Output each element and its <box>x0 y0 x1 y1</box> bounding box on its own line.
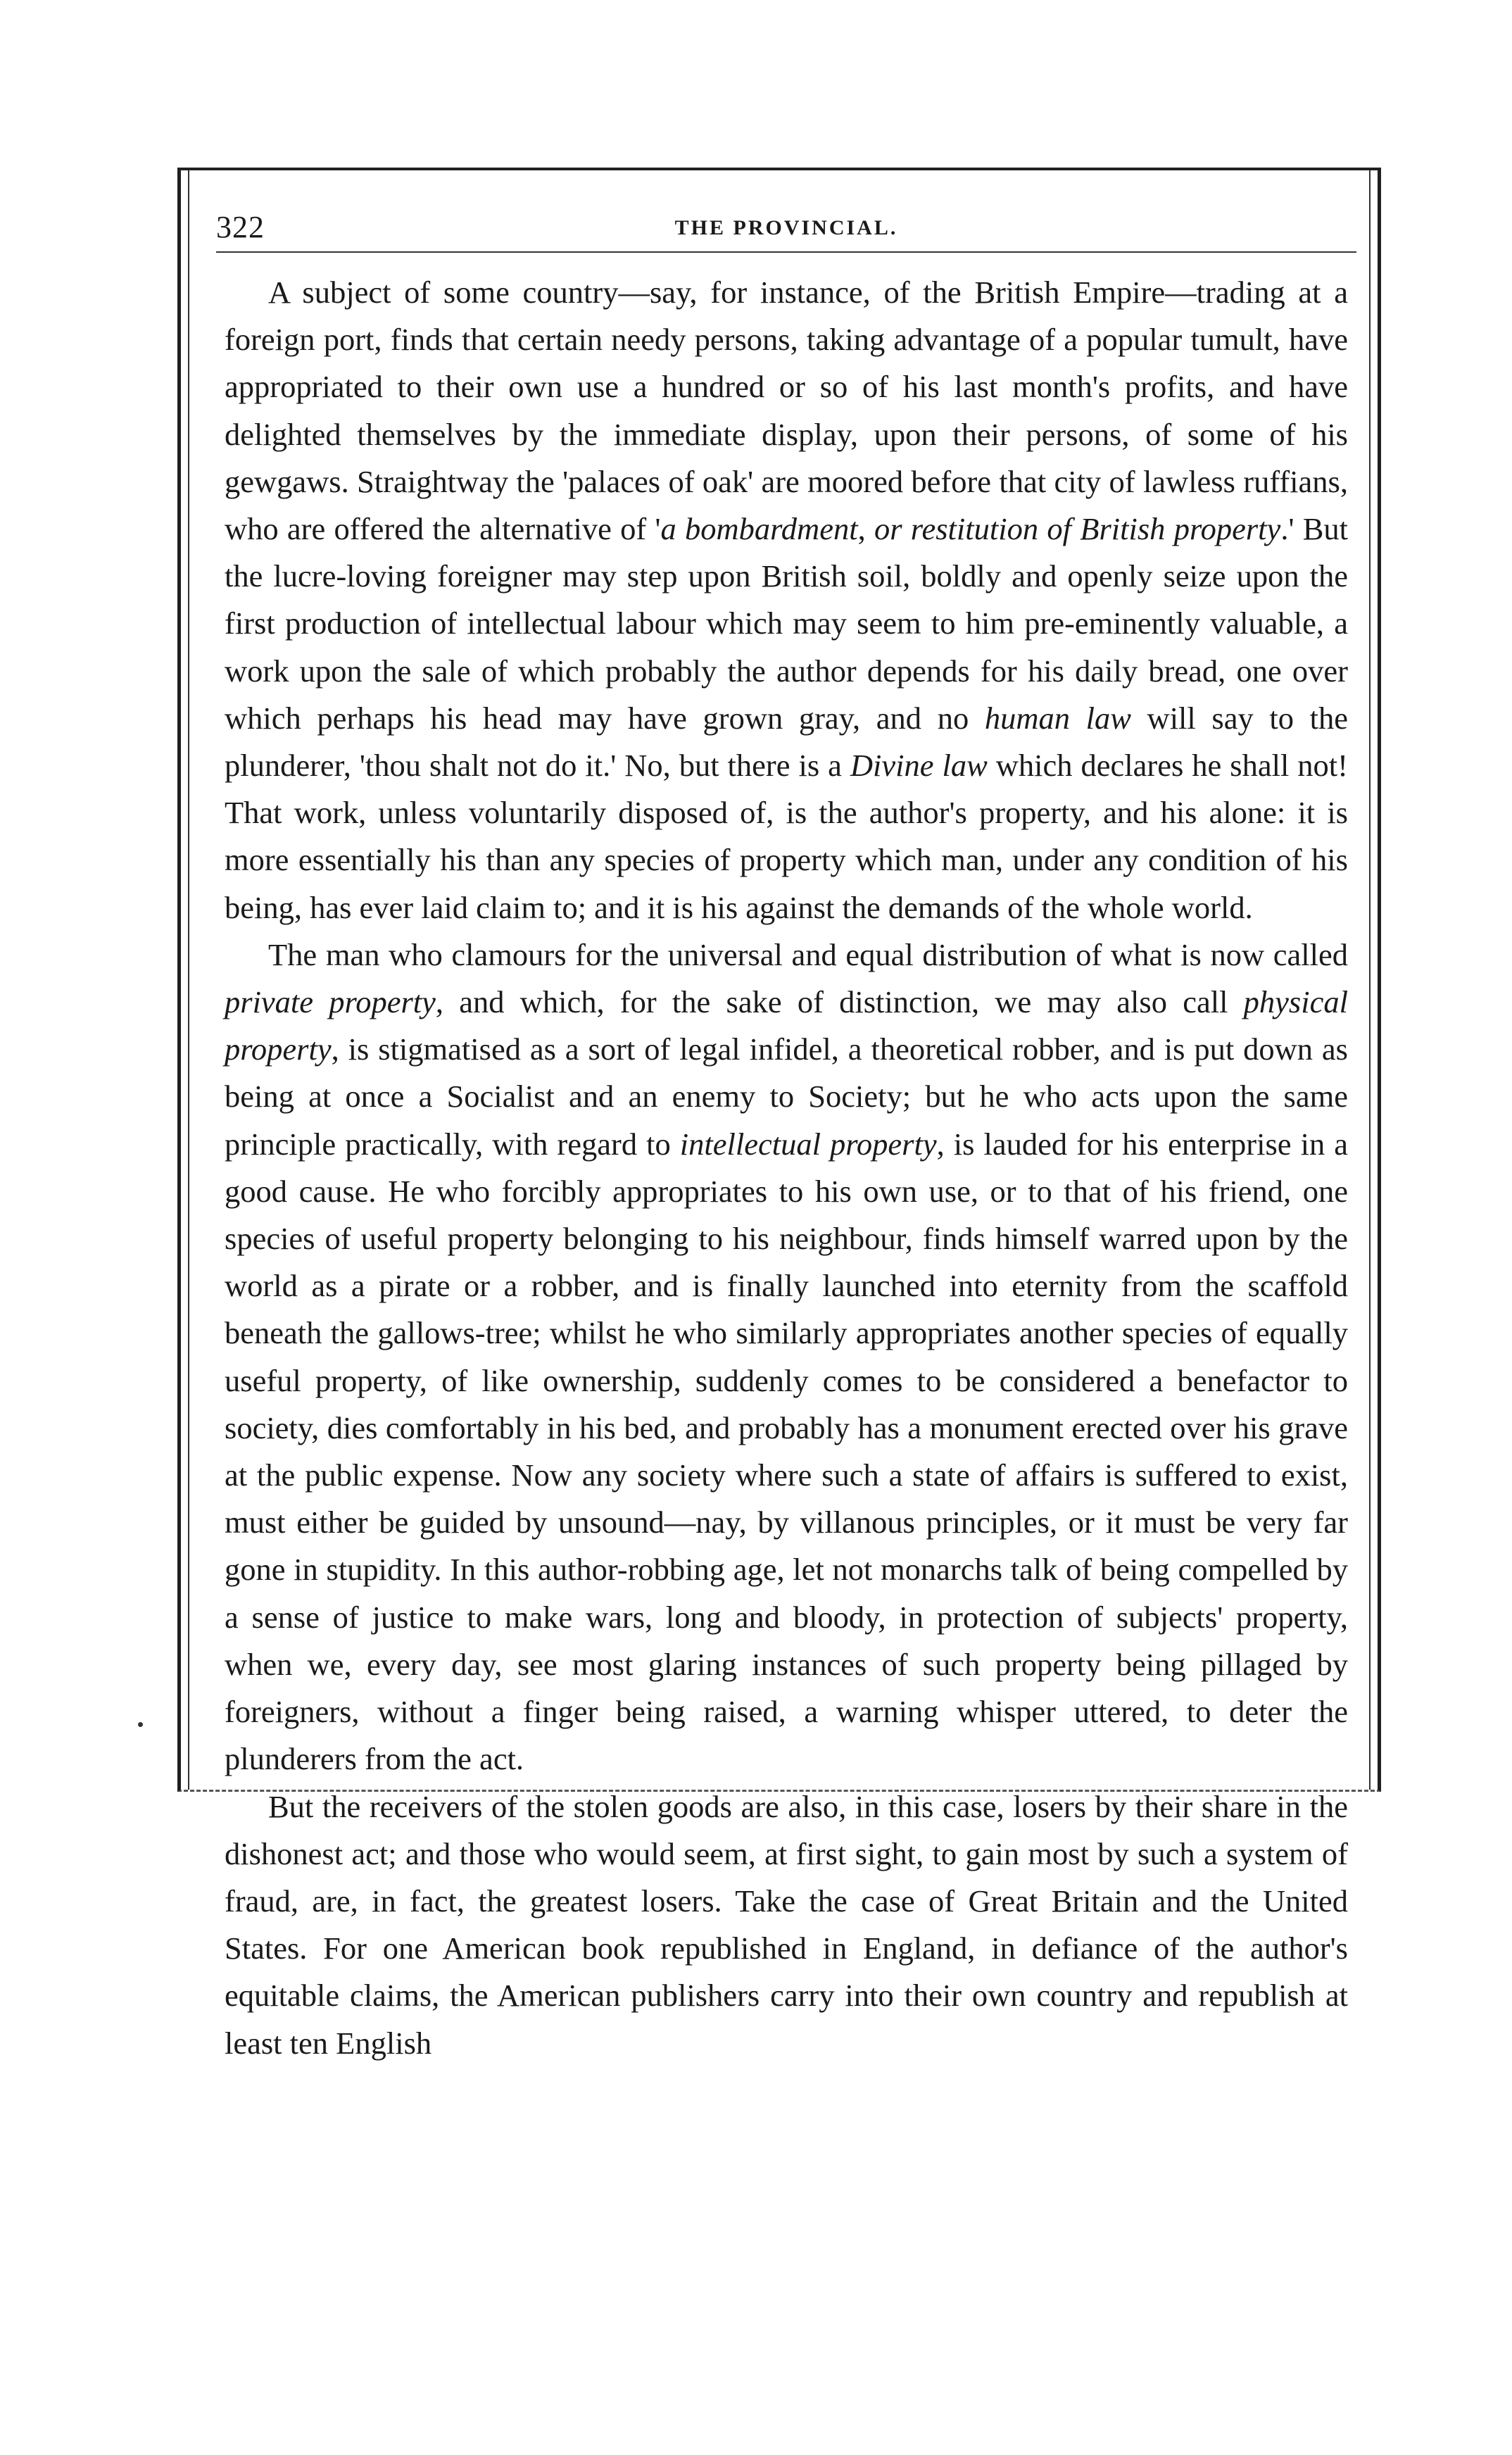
page-frame <box>177 168 1381 2061</box>
page-number: 322 <box>216 210 265 244</box>
running-head <box>216 209 1356 253</box>
running-title: THE PROVINCIAL. <box>674 216 898 239</box>
body-text <box>225 269 1348 2067</box>
paragraph-1: A subject of some country—say, for instance, of the British Empire—trading at a foreign port, finds that certain needy persons, taking advantage of a popular tumult, have appropriated to their own use a hundred or so of his last month's profits, and have delighted themselves by the immediate display, upon their persons, of some of his gewgaws. Straightway the 'palaces of oak' are moored before that city of lawless ruffians, who are offered the alternative of 'a bombardment, or restitution of British property.' But the lucre-loving foreigner may step upon British soil, boldly and openly seize upon the first production of intellectual labour which may seem to him pre-eminently valuable, a work upon the sale of which probably the author depends for his daily bread, one over which perhaps his head may have grown gray, and no human law will say to the plunderer, 'thou shalt not do it.' No, but there is a Divine law which declares he shall not! That work, unless voluntarily disposed of, is the author's property, and his alone: it is more essentially his than any species of property which man, under any condition of his being, has ever laid claim to; and it is his against the demands of the whole world. <box>225 275 1349 925</box>
paragraph-3: But the receivers of the stolen goods are also, in this case, losers by their share in the dishonest act; and those who would seem, at first sight, to gain most by such a system of fraud, are, in fact, the greatest losers. Take the case of Great Britain and the United States. For one American book republished in England, in defiance of the author's equitable claims, the American publishers carry into their own country and republish at least ten English <box>225 1788 1348 2061</box>
margin-dot <box>138 1722 143 1727</box>
paragraph-2: The man who clamours for the universal and equal distribution of what is now called private property, and which, for the sake of distinction, we may also call physical property, is stigmatised as a sort of legal infidel, a theoretical robber, and is put down as being at once a Socialist and an enemy to Society; but he who acts upon the same principle practically, with regard to intellectual property, is lauded for his enterprise in a good cause. He who forcibly appropriates to his own use, or to that of his friend, one species of useful property belonging to his neighbour, finds himself warred upon by the world as a pirate or a robber, and is finally launched into eternity from the scaffold beneath the gallows-tree; whilst he who similarly appropriates another species of equally useful property, of like ownership, suddenly comes to be considered a benefactor to society, dies comfortably in his bed, and probably has a monument erected over his grave at the public expense. Now any society where such a state of affairs is suffered to exist, must either be guided by unsound—nay, by villanous principles, or it must be very far gone in stupidity. In this author-robbing age, let not monarchs talk of being compelled by a sense of justice to make wars, long and bloody, in protection of subjects' property, when we, every day, see most glaring instances of such property being pillaged by foreigners, without a finger being raised, a warning whisper uttered, to deter the plunderers from the act. <box>225 936 1348 1777</box>
